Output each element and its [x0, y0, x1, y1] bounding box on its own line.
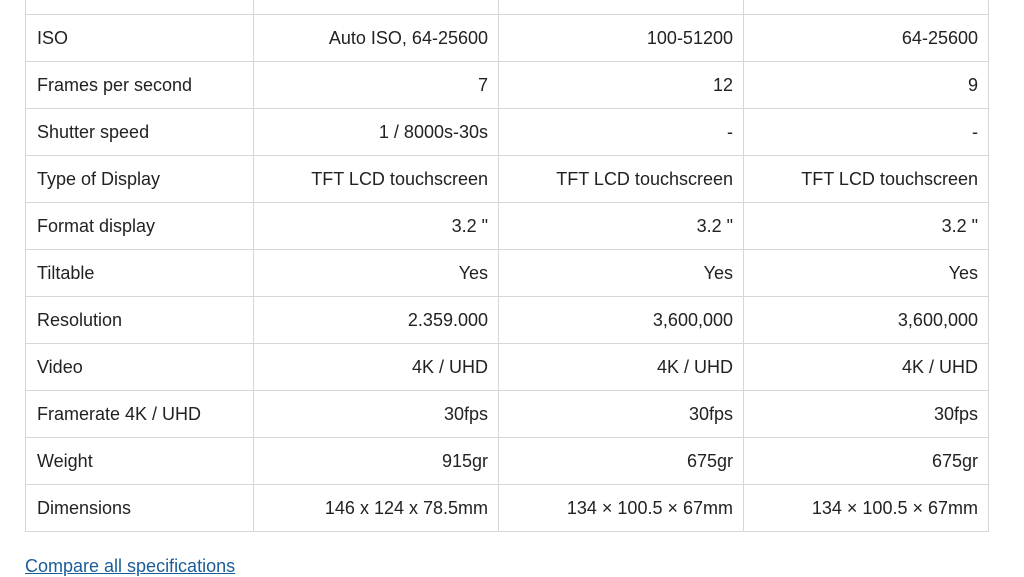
table-row [26, 391, 989, 438]
table-row [26, 297, 989, 344]
spec-value-camera-1: 30fps [254, 391, 499, 438]
spec-value-camera-2: Yes [499, 250, 744, 297]
spec-label [26, 0, 254, 15]
spec-label: Shutter speed [26, 109, 254, 156]
spec-value-camera-2: 12 [499, 62, 744, 109]
spec-value-camera-1: 7 [254, 62, 499, 109]
table-row [26, 0, 989, 15]
spec-label: Framerate 4K / UHD [26, 391, 254, 438]
spec-label: Frames per second [26, 62, 254, 109]
spec-label: Format display [26, 203, 254, 250]
spec-value-camera-1: TFT LCD touchscreen [254, 156, 499, 203]
table-row [26, 156, 989, 203]
table-row [26, 250, 989, 297]
spec-value-camera-2: 675gr [499, 438, 744, 485]
spec-value-camera-1: 4K / UHD [254, 344, 499, 391]
spec-value-camera-1: 146 x 124 x 78.5mm [254, 485, 499, 532]
spec-label: Dimensions [26, 485, 254, 532]
spec-label: Resolution [26, 297, 254, 344]
spec-value-camera-1: 1 / 8000s-30s [254, 109, 499, 156]
spec-value-camera-2: 3,600,000 [499, 297, 744, 344]
table-row [26, 15, 989, 62]
compare-all-specifications-link[interactable]: Compare all specifications [25, 556, 236, 576]
spec-comparison-table [25, 0, 989, 532]
spec-label: ISO [26, 15, 254, 62]
spec-value-camera-3: 9 [744, 62, 989, 109]
spec-value-camera-3: 3.2 " [744, 203, 989, 250]
table-row [26, 203, 989, 250]
spec-value-camera-3 [744, 0, 989, 15]
spec-value-camera-2: 134 × 100.5 × 67mm [499, 485, 744, 532]
spec-value-camera-3: TFT LCD touchscreen [744, 156, 989, 203]
spec-value-camera-3: 3,600,000 [744, 297, 989, 344]
spec-value-camera-1: Auto ISO, 64-25600 [254, 15, 499, 62]
table-row [26, 485, 989, 532]
spec-value-camera-2: - [499, 109, 744, 156]
spec-value-camera-3: 4K / UHD [744, 344, 989, 391]
spec-value-camera-3: 675gr [744, 438, 989, 485]
spec-value-camera-3: 134 × 100.5 × 67mm [744, 485, 989, 532]
table-row [26, 62, 989, 109]
spec-value-camera-1: 915gr [254, 438, 499, 485]
spec-value-camera-1: 2.359.000 [254, 297, 499, 344]
spec-value-camera-1: Yes [254, 250, 499, 297]
spec-value-camera-2: TFT LCD touchscreen [499, 156, 744, 203]
spec-value-camera-2 [499, 0, 744, 15]
spec-value-camera-3: 64-25600 [744, 15, 989, 62]
spec-label: Type of Display [26, 156, 254, 203]
table-row [26, 438, 989, 485]
spec-label: Tiltable [26, 250, 254, 297]
spec-comparison-table-container [25, 0, 988, 532]
spec-value-camera-3: - [744, 109, 989, 156]
spec-value-camera-1: 3.2 " [254, 203, 499, 250]
spec-value-camera-3: Yes [744, 250, 989, 297]
table-row [26, 344, 989, 391]
spec-value-camera-2: 100-51200 [499, 15, 744, 62]
spec-label: Weight [26, 438, 254, 485]
spec-value-camera-2: 30fps [499, 391, 744, 438]
spec-value-camera-3: 30fps [744, 391, 989, 438]
table-row [26, 109, 989, 156]
spec-value-camera-1 [254, 0, 499, 15]
spec-value-camera-2: 3.2 " [499, 203, 744, 250]
spec-label: Video [26, 344, 254, 391]
spec-value-camera-2: 4K / UHD [499, 344, 744, 391]
